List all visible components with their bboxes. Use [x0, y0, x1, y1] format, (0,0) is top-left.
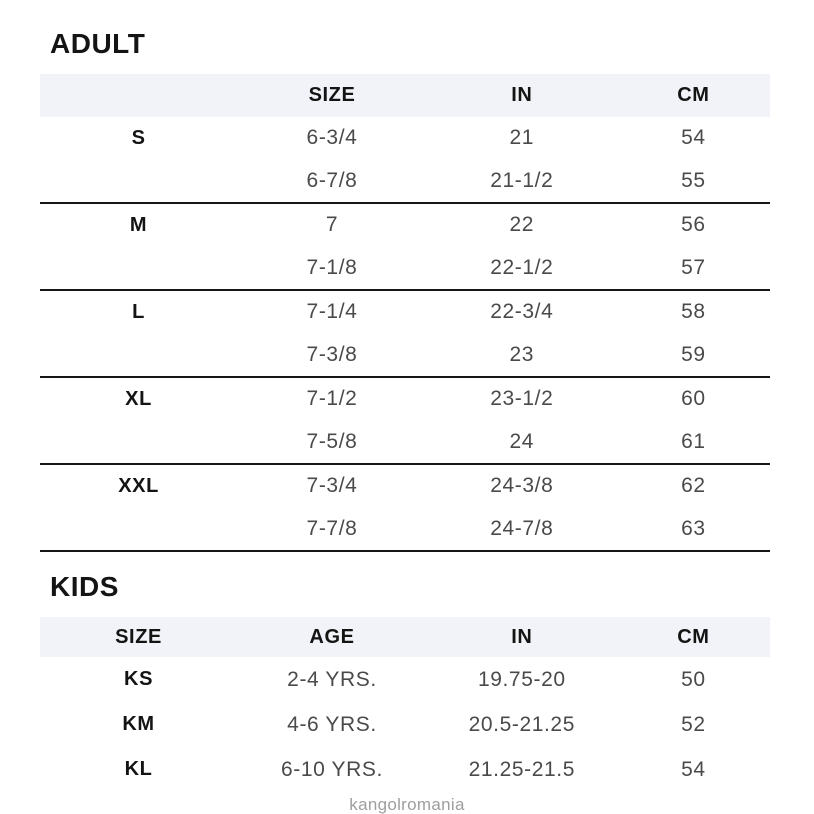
size-label: KS	[124, 668, 154, 690]
age-value: 6-10 YRS.	[281, 757, 383, 781]
size-value: 7-1/4	[306, 300, 358, 324]
cm-value: 57	[681, 255, 706, 279]
cm-value: 62	[681, 474, 706, 498]
adult-size-group-m	[40, 203, 770, 290]
cm-value: 50	[681, 667, 706, 691]
size-value: 7	[325, 213, 339, 237]
cm-value: 54	[681, 757, 706, 781]
adult-size-group-xxl	[40, 464, 770, 551]
table-row	[40, 464, 770, 508]
kids-header-in: IN	[427, 617, 617, 657]
kids-header-cm: CM	[617, 617, 770, 657]
size-label: XL	[125, 387, 152, 410]
in-value: 23	[509, 342, 535, 366]
adult-section-title: ADULT	[50, 28, 146, 59]
in-value: 20.5-21.25	[468, 712, 575, 736]
table-row	[40, 160, 770, 204]
in-value: 21-1/2	[490, 168, 554, 192]
adult-header-cm: CM	[617, 74, 770, 117]
cm-value: 60	[681, 387, 706, 411]
in-value: 19.75-20	[477, 667, 566, 691]
in-value: 24-7/8	[490, 516, 554, 540]
cm-value: 55	[681, 168, 706, 192]
table-row	[40, 747, 770, 792]
size-value: 6-3/4	[306, 126, 358, 150]
table-row	[40, 203, 770, 247]
in-value: 22-1/2	[490, 255, 554, 279]
in-value: 22-3/4	[490, 300, 554, 324]
size-value: 7-3/8	[306, 342, 358, 366]
kids-section-title: KIDS	[50, 571, 119, 602]
size-value: 7-1/2	[306, 387, 358, 411]
table-row	[40, 377, 770, 421]
cm-value: 54	[681, 126, 706, 150]
size-value: 7-7/8	[306, 516, 358, 540]
size-value: 6-7/8	[306, 168, 358, 192]
in-value: 24	[509, 429, 535, 453]
size-label: M	[129, 213, 148, 236]
table-row	[40, 508, 770, 552]
table-row	[40, 247, 770, 291]
cm-value: 56	[681, 213, 706, 237]
size-value: 7-3/4	[306, 474, 358, 498]
size-value: 7-1/8	[306, 255, 358, 279]
size-label-empty	[40, 247, 237, 291]
size-label-empty	[40, 160, 237, 204]
table-row	[40, 702, 770, 747]
adult-size-group-s	[40, 117, 770, 203]
kids-header-row	[40, 617, 770, 657]
table-row	[40, 290, 770, 334]
size-label-empty	[40, 421, 237, 465]
table-row	[40, 334, 770, 378]
adult-size-group-xl	[40, 377, 770, 464]
adult-size-table	[40, 74, 770, 552]
size-label: L	[132, 300, 145, 323]
cm-value: 61	[681, 429, 706, 453]
age-value: 2-4 YRS.	[287, 667, 377, 691]
adult-header-in: IN	[427, 74, 617, 117]
adult-size-group-l	[40, 290, 770, 377]
cm-value: 58	[681, 300, 706, 324]
cm-value: 59	[681, 342, 706, 366]
adult-header-row	[40, 74, 770, 117]
in-value: 24-3/8	[490, 474, 554, 498]
cm-value: 52	[681, 712, 706, 736]
size-label-empty	[40, 508, 237, 552]
age-value: 4-6 YRS.	[287, 712, 377, 736]
cm-value: 63	[681, 516, 706, 540]
table-row	[40, 117, 770, 160]
kids-size-table	[40, 617, 770, 792]
adult-header-size: SIZE	[237, 74, 427, 117]
in-value: 21	[509, 126, 535, 150]
table-row	[40, 657, 770, 702]
size-label: S	[131, 126, 146, 149]
size-label-empty	[40, 334, 237, 378]
in-value: 23-1/2	[490, 387, 554, 411]
table-row	[40, 421, 770, 465]
kids-header-size: SIZE	[40, 617, 237, 657]
size-value: 7-5/8	[306, 429, 358, 453]
watermark-text: kangolromania	[349, 795, 465, 814]
size-label: XXL	[118, 474, 159, 497]
in-value: 21.25-21.5	[468, 757, 575, 781]
adult-header-blank	[40, 74, 237, 117]
size-label: KM	[122, 713, 155, 735]
kids-header-age: AGE	[237, 617, 427, 657]
size-label: KL	[124, 758, 153, 780]
in-value: 22	[509, 213, 535, 237]
